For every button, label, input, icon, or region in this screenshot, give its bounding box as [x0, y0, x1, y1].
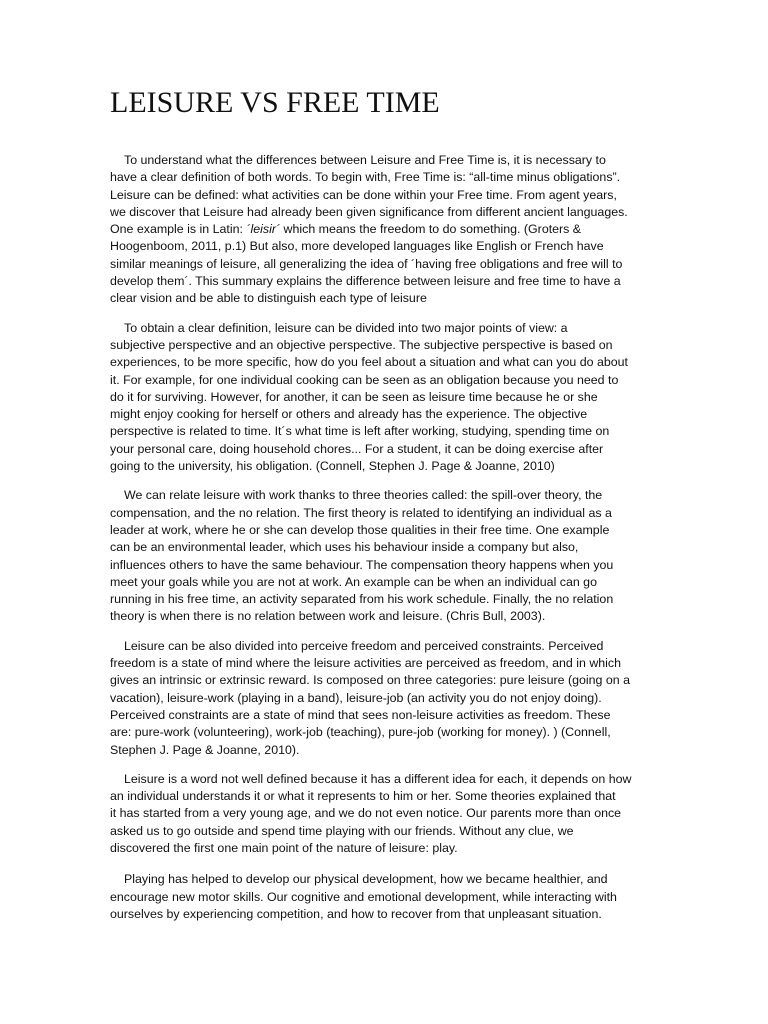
paragraph-1 [110, 152, 655, 308]
paragraph-4: Leisure can be also divided into perceive freedom and perceived constraints. Perceived freedom is a state of mind where the leisure activities are perceived as freedom, and in which gives an intrinsic or extrinsic reward. Is composed on three categories: pure leisure (going on a vacation), leisure-work (playing in a band), leisure-job (an activity you do not enjoy doing). Perceived constraints are a state of mind that sees non-leisure activities as freedom. These are: pure-work (volunteering), work-job (teaching), pure-job (working for money). ) (Connell, Stephen J. Page & Joanne, 2010). [110, 638, 630, 757]
latin-term: ´leisir´ [246, 222, 281, 237]
paragraph-1-text-start: To understand what the differences between Leisure and Free Time is, it is necessary to have a clear definition of both words. To begin with, Free Time is: “all-time minus obligations”. Leisure can be defined: what activities can be done within your Free time. From agent years, we discover that Leisure had already been given significance from different ancient languages. One example is in Latin: [110, 153, 628, 237]
paragraph-2: To obtain a clear definition, leisure can be divided into two major points of view: a subjective perspective and an objective perspective. The subjective perspective is based on experiences, to be more specific, how do you feel about a situation and what can you do about it. For example, for one individual cooking can be seen as an obligation because you need to do it for surviving. However, for another, it can be seen as leisure time because he or she might enjoy cooking for herself or others and already has the experience. The objective perspective is related to time. It´s what time is left after working, studying, spending time on your personal care, doing household chores... For a student, it can be doing exercise after going to the university, his obligation. (Connell, Stephen J. Page & Joanne, 2010) [110, 320, 628, 474]
paragraph-1-text-end: which means the freedom to do something. (Groters & Hoogenboom, 2011, p.1) But also, more developed languages like English or French have similar meanings of leisure, all generalizing the idea of ´having free obligations and free will to develop them´. This summary explains the difference between leisure and free time to have a clear vision and be able to distinguish each type of leisure [110, 222, 623, 306]
paragraph-6: Playing has helped to develop our physical development, how we became healthier, and encourage new motor skills. Our cognitive and emotional development, while interacting with ourselves by experiencing competition, and how to recover from that unpleasant situation. [110, 872, 617, 921]
document-body [110, 152, 655, 935]
paragraph-5: Leisure is a word not well defined because it has a different idea for each, it depends on how an individual understands it or what it represents to him or her. Some theories explained that it has started from a very young age, and we do not even notice. Our parents more than once asked us to go outside and spend time playing with our friends. Without any clue, we discovered the first one main point of the nature of leisure: play. [110, 771, 632, 855]
page-title: LEISURE VS FREE TIME [110, 86, 440, 119]
paragraph-3: We can relate leisure with work thanks to three theories called: the spill-over theory, the compensation, and the no relation. The first theory is related to identifying an individual as a leader at work, where he or she can develop those qualities in their free time. One example can be an environmental leader, which uses his behaviour inside a company but also, influences others to have the same behaviour. The compensation theory happens when you meet your goals while you are not at work. An example can be when an individual can go running in his free time, an activity separated from his work schedule. Finally, the no relation theory is when there is no relation between work and leisure. (Chris Bull, 2003). [110, 488, 614, 624]
